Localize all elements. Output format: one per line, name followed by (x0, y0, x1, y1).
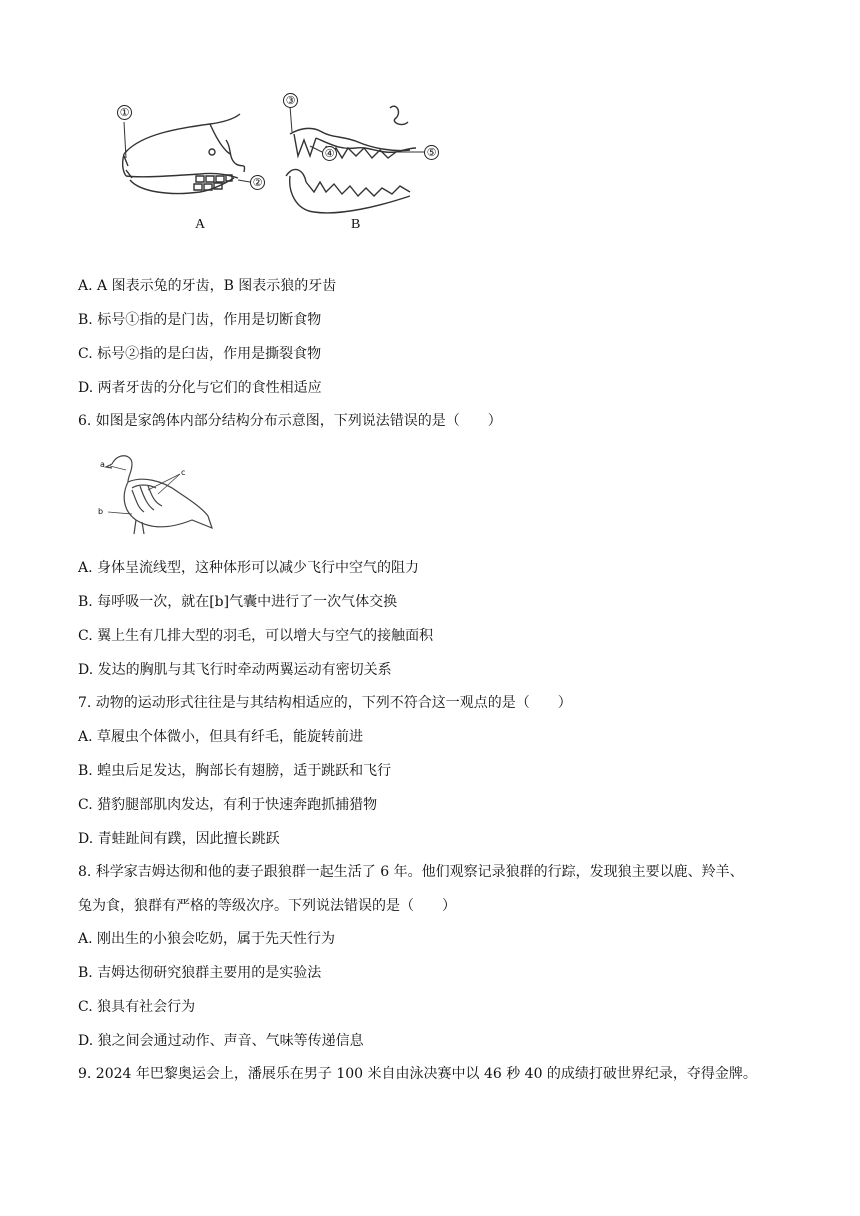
teeth-figure (100, 92, 460, 242)
pigeon-figure (92, 450, 222, 540)
q6-option-c: C. 翼上生有几排大型的羽毛，可以增大与空气的接触面积 (78, 628, 434, 644)
q8-stem-line2: 兔为食，狼群有严格的等级次序。下列说法错误的是（ ） (78, 898, 456, 914)
q6-option-a: A. 身体呈流线型，这种体形可以减少飞行中空气的阻力 (78, 560, 420, 576)
pigeon-label-b: b (98, 507, 104, 516)
marker-3: ③ (283, 93, 298, 108)
q7-option-b: B. 蝗虫后足发达，胸部长有翅膀，适于跳跃和飞行 (78, 763, 392, 779)
marker-2: ② (250, 175, 265, 190)
q7-stem: 7. 动物的运动形式往往是与其结构相适应的，下列不符合这一观点的是（ ） (78, 695, 572, 711)
marker-4: ④ (322, 146, 337, 161)
q5-option-d: D. 两者牙齿的分化与它们的食性相适应 (78, 380, 322, 396)
q5-option-b: B. 标号①指的是门齿，作用是切断食物 (78, 312, 322, 328)
q8-option-d: D. 狼之间会通过动作、声音、气味等传递信息 (78, 1033, 364, 1049)
q8-option-c: C. 狼具有社会行为 (78, 999, 196, 1015)
q6-option-b: B. 每呼吸一次，就在[b]气囊中进行了一次气体交换 (78, 594, 398, 610)
figure-label-a: A (195, 217, 206, 232)
q8-stem-line1: 8. 科学家吉姆达彻和他的妻子跟狼群一起生活了 6 年。他们观察记录狼群的行踪，发现狼主要以鹿、羚羊、 (78, 864, 744, 880)
q7-option-c: C. 猎豹腿部肌肉发达，有利于快速奔跑抓捕猎物 (78, 797, 378, 813)
q8-option-b: B. 吉姆达彻研究狼群主要用的是实验法 (78, 965, 322, 981)
pigeon-label-c: c (181, 468, 186, 477)
q6-stem: 6. 如图是家鸽体内部分结构分布示意图，下列说法错误的是（ ） (78, 413, 502, 429)
q5-option-a: A. A 图表示兔的牙齿，B 图表示狼的牙齿 (78, 278, 337, 294)
q5-option-c: C. 标号②指的是臼齿，作用是撕裂食物 (78, 346, 322, 362)
teeth-diagram (100, 92, 460, 242)
q7-option-a: A. 草履虫个体微小，但具有纤毛，能旋转前进 (78, 729, 364, 745)
q8-option-a: A. 刚出生的小狼会吃奶，属于先天性行为 (78, 931, 336, 947)
q7-option-d: D. 青蛙趾间有蹼，因此擅长跳跃 (78, 831, 280, 847)
q6-option-d: D. 发达的胸肌与其飞行时牵动两翼运动有密切关系 (78, 662, 392, 678)
pigeon-label-a: a (100, 460, 105, 469)
pigeon-diagram (92, 450, 222, 540)
marker-5: ⑤ (424, 145, 439, 160)
marker-1: ① (117, 105, 132, 120)
figure-label-b: B (351, 217, 361, 232)
q9-stem: 9. 2024 年巴黎奥运会上，潘展乐在男子 100 米自由泳决赛中以 46 秒 40 的成绩打破世界纪录，夺得金牌。 (78, 1066, 757, 1082)
